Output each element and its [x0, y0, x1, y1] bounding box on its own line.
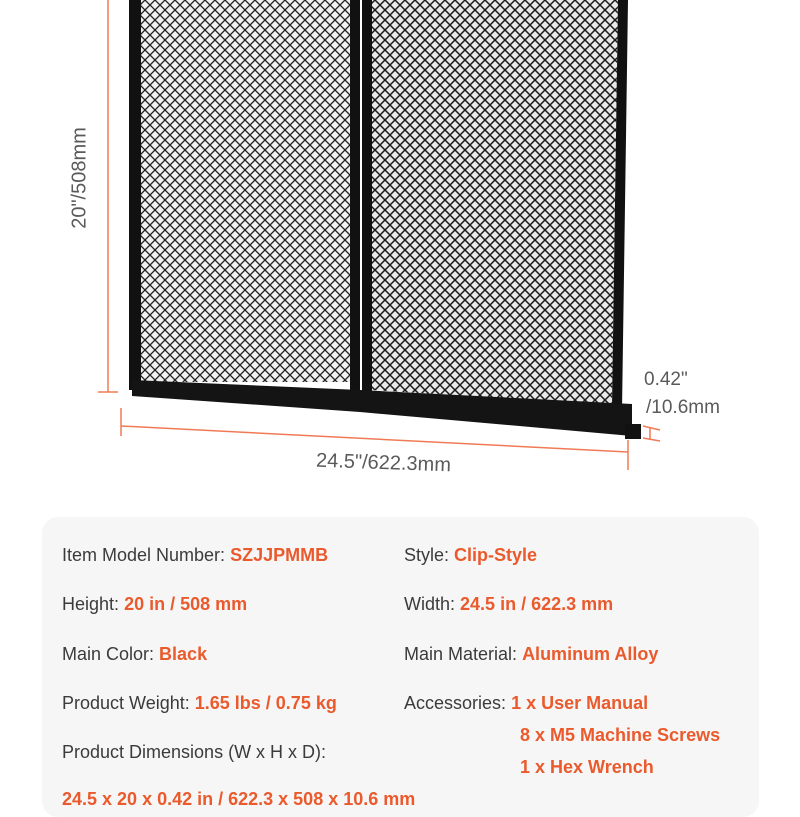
spec-value: 1.65 lbs / 0.75 kg — [194, 693, 337, 713]
spec-value: Aluminum Alloy — [522, 644, 659, 664]
spec-label: Main Material: — [404, 644, 518, 664]
spec-label: Width: — [404, 594, 456, 614]
left-screen-panel — [129, 0, 360, 395]
right-screen-panel — [362, 0, 628, 410]
spec-label: Height: — [62, 594, 120, 614]
spec-label: Style: — [404, 545, 450, 565]
spec-value: 24.5 x 20 x 0.42 in / 622.3 x 508 x 10.6 mm — [62, 789, 416, 809]
spec-label: Product Dimensions (W x H x D): — [62, 742, 327, 762]
spec-value: Black — [159, 644, 208, 664]
spec-label: Accessories: — [404, 693, 507, 713]
spec-color — [62, 644, 207, 665]
height-dimension-line — [98, 0, 118, 392]
accessory-row-2 — [520, 725, 720, 746]
foot-clip — [625, 424, 641, 439]
left-bottom-rail — [132, 380, 360, 412]
spec-value: SZJJPMMB — [230, 545, 329, 565]
accessory-row-3 — [520, 757, 654, 778]
accessory-item: 1 x User Manual — [511, 693, 649, 713]
spec-value: 24.5 in / 622.3 mm — [460, 594, 614, 614]
spec-value: Clip-Style — [454, 545, 538, 565]
accessory-item: 1 x Hex Wrench — [520, 757, 654, 777]
spec-height — [62, 594, 247, 615]
spec-width — [404, 594, 613, 615]
depth-dimension-label-mm: /10.6mm — [646, 397, 720, 418]
spec-style — [404, 545, 537, 566]
spec-accessories — [404, 693, 648, 714]
spec-model — [62, 545, 328, 566]
spec-weight — [62, 693, 337, 714]
height-dimension-label: 20"/508mm — [68, 127, 91, 229]
spec-label: Main Color: — [62, 644, 155, 664]
depth-dimension-line — [643, 426, 660, 441]
spec-dimensions — [62, 742, 326, 763]
spec-material — [404, 644, 658, 665]
width-dimension-label: 24.5"/622.3mm — [315, 449, 452, 477]
accessory-item: 8 x M5 Machine Screws — [520, 725, 721, 745]
spec-label: Item Model Number: — [62, 545, 226, 565]
spec-label: Product Weight: — [62, 693, 190, 713]
depth-dimension-label-inch: 0.42" — [644, 369, 688, 390]
spec-value: 20 in / 508 mm — [124, 594, 248, 614]
